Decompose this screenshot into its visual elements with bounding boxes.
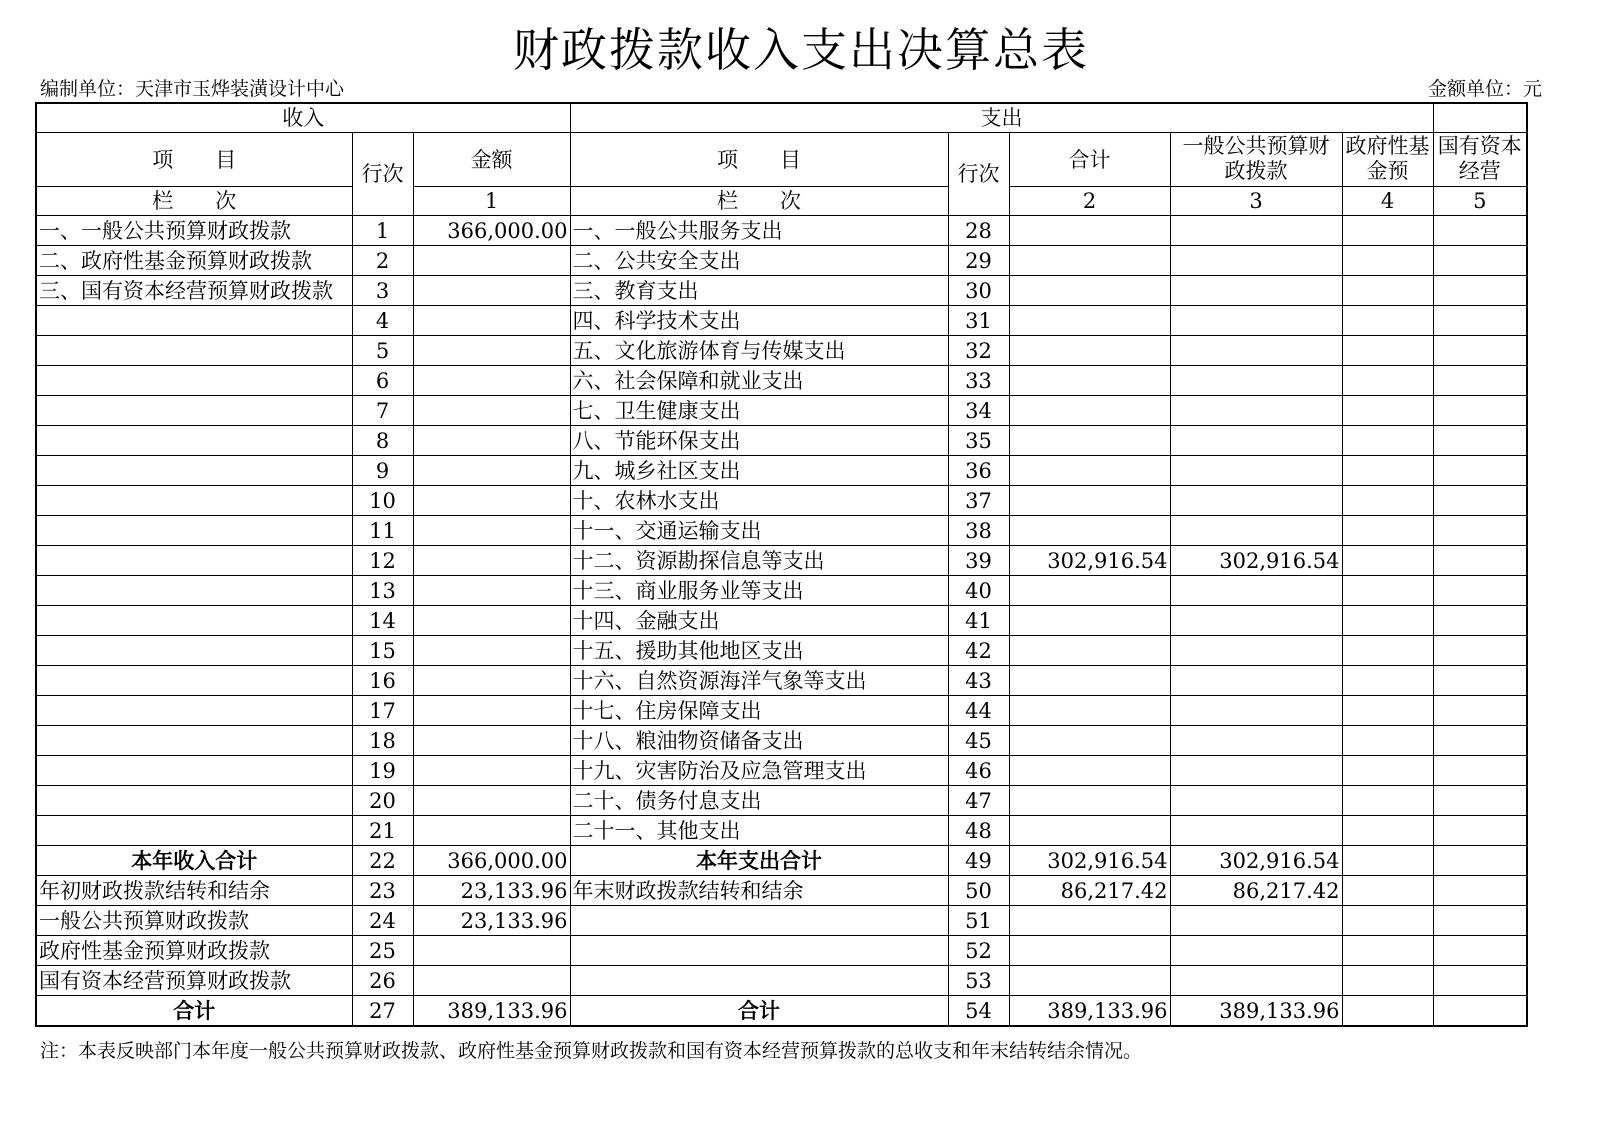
income-amount-cell — [413, 336, 570, 366]
income-amount-cell — [413, 396, 570, 426]
income-amount-cell — [413, 636, 570, 666]
income-item-cell: 本年收入合计 — [36, 846, 352, 876]
table-row — [36, 696, 1527, 726]
table-row — [36, 366, 1527, 396]
income-item-cell — [36, 696, 352, 726]
expense-row-no-cell: 41 — [948, 606, 1009, 636]
income-col-label: 栏 次 — [36, 187, 352, 216]
expense-row-no-cell: 46 — [948, 756, 1009, 786]
state-capital-header: 国有资本经营 — [1433, 133, 1527, 187]
income-row-no-cell: 19 — [352, 756, 413, 786]
expense-total-cell — [1009, 816, 1170, 846]
income-row-no-cell: 6 — [352, 366, 413, 396]
income-item-cell: 政府性基金预算财政拨款 — [36, 936, 352, 966]
col-2-label: 2 — [1009, 187, 1170, 216]
state-capital-cell — [1433, 816, 1527, 846]
income-row-no-cell: 26 — [352, 966, 413, 996]
expense-total-cell: 86,217.42 — [1009, 876, 1170, 906]
general-budget-cell: 389,133.96 — [1170, 996, 1342, 1027]
income-item-cell: 一般公共预算财政拨款 — [36, 906, 352, 936]
income-header: 收入 — [36, 103, 570, 133]
income-row-no-cell: 16 — [352, 666, 413, 696]
expense-total-cell — [1009, 906, 1170, 936]
expense-row-no-cell: 52 — [948, 936, 1009, 966]
expense-total-cell — [1009, 306, 1170, 336]
income-row-no-cell: 1 — [352, 216, 413, 246]
expense-header: 支出 — [570, 103, 1433, 133]
general-budget-cell — [1170, 906, 1342, 936]
income-row-no-cell: 7 — [352, 396, 413, 426]
expense-row-no-cell: 53 — [948, 966, 1009, 996]
gov-fund-cell — [1342, 456, 1433, 486]
income-amount-cell — [413, 786, 570, 816]
general-budget-cell — [1170, 486, 1342, 516]
state-capital-cell — [1433, 336, 1527, 366]
state-capital-cell — [1433, 276, 1527, 306]
expense-total-cell — [1009, 696, 1170, 726]
income-row-no-cell: 12 — [352, 546, 413, 576]
expense-item-cell: 七、卫生健康支出 — [570, 396, 948, 426]
table-row — [36, 606, 1527, 636]
table-row — [36, 996, 1527, 1027]
state-capital-cell — [1433, 426, 1527, 456]
expense-item-cell: 二十一、其他支出 — [570, 816, 948, 846]
expense-row-no-cell: 30 — [948, 276, 1009, 306]
gov-fund-cell — [1342, 816, 1433, 846]
expense-row-no-cell: 51 — [948, 906, 1009, 936]
expense-total-header: 合计 — [1009, 133, 1170, 187]
income-amount-cell — [413, 366, 570, 396]
expense-item-cell: 一、一般公共服务支出 — [570, 216, 948, 246]
expense-total-cell — [1009, 276, 1170, 306]
expense-row-no-cell: 32 — [948, 336, 1009, 366]
table-row — [36, 846, 1527, 876]
table-row — [36, 246, 1527, 276]
income-row-no-cell: 3 — [352, 276, 413, 306]
general-budget-cell — [1170, 636, 1342, 666]
table-row — [36, 456, 1527, 486]
general-budget-cell — [1170, 306, 1342, 336]
table-row — [36, 726, 1527, 756]
state-capital-cell — [1433, 786, 1527, 816]
state-capital-cell — [1433, 606, 1527, 636]
state-capital-cell — [1433, 936, 1527, 966]
general-budget-cell — [1170, 396, 1342, 426]
income-item-cell — [36, 606, 352, 636]
expense-item-cell — [570, 936, 948, 966]
expense-item-cell: 十一、交通运输支出 — [570, 516, 948, 546]
gov-fund-cell — [1342, 276, 1433, 306]
general-budget-cell — [1170, 696, 1342, 726]
income-amount-cell — [413, 456, 570, 486]
table-row — [36, 816, 1527, 846]
gov-fund-header: 政府性基金预 — [1342, 133, 1433, 187]
gov-fund-cell — [1342, 426, 1433, 456]
expense-total-cell: 389,133.96 — [1009, 996, 1170, 1027]
gov-fund-cell — [1342, 246, 1433, 276]
income-item-cell — [36, 786, 352, 816]
income-amount-cell: 389,133.96 — [413, 996, 570, 1027]
gov-fund-cell — [1342, 306, 1433, 336]
table-row — [36, 786, 1527, 816]
expense-row-no-cell: 44 — [948, 696, 1009, 726]
income-item-cell — [36, 816, 352, 846]
expense-row-no-cell: 54 — [948, 996, 1009, 1027]
income-amount-cell — [413, 486, 570, 516]
income-amount-cell — [413, 756, 570, 786]
table-row — [36, 546, 1527, 576]
table-row — [36, 876, 1527, 906]
gov-fund-cell — [1342, 846, 1433, 876]
income-row-no-cell: 8 — [352, 426, 413, 456]
income-amount-cell — [413, 246, 570, 276]
expense-total-cell: 302,916.54 — [1009, 846, 1170, 876]
expense-item-cell: 十八、粮油物资储备支出 — [570, 726, 948, 756]
gov-fund-cell — [1342, 336, 1433, 366]
income-row-no-header: 行次 — [352, 133, 413, 216]
income-row-no-cell: 17 — [352, 696, 413, 726]
income-amount-cell — [413, 696, 570, 726]
expense-total-cell — [1009, 636, 1170, 666]
expense-total-cell — [1009, 936, 1170, 966]
income-amount-cell: 23,133.96 — [413, 876, 570, 906]
expense-item-cell — [570, 966, 948, 996]
income-row-no-cell: 9 — [352, 456, 413, 486]
income-amount-cell — [413, 546, 570, 576]
expense-item-cell — [570, 906, 948, 936]
state-capital-cell — [1433, 696, 1527, 726]
general-budget-cell — [1170, 786, 1342, 816]
state-capital-cell — [1433, 216, 1527, 246]
expense-item-cell: 二十、债务付息支出 — [570, 786, 948, 816]
expense-col-label: 栏 次 — [570, 187, 948, 216]
expense-row-no-cell: 33 — [948, 366, 1009, 396]
income-amount-cell: 366,000.00 — [413, 216, 570, 246]
state-capital-cell — [1433, 366, 1527, 396]
col-1-label: 1 — [413, 187, 570, 216]
income-item-cell — [36, 666, 352, 696]
blank-header — [1433, 103, 1527, 133]
gov-fund-cell — [1342, 756, 1433, 786]
expense-total-cell — [1009, 966, 1170, 996]
income-item-cell: 一、一般公共预算财政拨款 — [36, 216, 352, 246]
expense-item-cell: 六、社会保障和就业支出 — [570, 366, 948, 396]
income-item-cell — [36, 336, 352, 366]
income-amount-cell — [413, 726, 570, 756]
income-amount-cell — [413, 816, 570, 846]
gov-fund-cell — [1342, 216, 1433, 246]
income-amount-cell: 23,133.96 — [413, 906, 570, 936]
state-capital-cell — [1433, 666, 1527, 696]
expense-row-no-cell: 45 — [948, 726, 1009, 756]
expense-item-cell: 二、公共安全支出 — [570, 246, 948, 276]
income-row-no-cell: 10 — [352, 486, 413, 516]
income-item-cell — [36, 486, 352, 516]
income-item-cell — [36, 426, 352, 456]
general-budget-cell: 302,916.54 — [1170, 546, 1342, 576]
state-capital-cell — [1433, 996, 1527, 1027]
expense-item-cell: 三、教育支出 — [570, 276, 948, 306]
expense-item-cell: 十三、商业服务业等支出 — [570, 576, 948, 606]
general-budget-cell — [1170, 516, 1342, 546]
income-item-cell — [36, 456, 352, 486]
income-row-no-cell: 15 — [352, 636, 413, 666]
table-row — [36, 336, 1527, 366]
state-capital-cell — [1433, 846, 1527, 876]
income-row-no-cell: 23 — [352, 876, 413, 906]
income-item-cell — [36, 576, 352, 606]
income-row-no-cell: 14 — [352, 606, 413, 636]
income-row-no-cell: 20 — [352, 786, 413, 816]
income-item-cell: 国有资本经营预算财政拨款 — [36, 966, 352, 996]
col-3-label: 3 — [1170, 187, 1342, 216]
expense-row-no-cell: 48 — [948, 816, 1009, 846]
general-budget-cell — [1170, 366, 1342, 396]
expense-row-no-cell: 50 — [948, 876, 1009, 906]
expense-item-cell: 本年支出合计 — [570, 846, 948, 876]
expense-item-cell: 十、农林水支出 — [570, 486, 948, 516]
table-row — [36, 936, 1527, 966]
expense-row-no-cell: 42 — [948, 636, 1009, 666]
general-budget-cell: 86,217.42 — [1170, 876, 1342, 906]
expense-row-no-header: 行次 — [948, 133, 1009, 216]
expense-total-cell — [1009, 396, 1170, 426]
income-row-no-cell: 2 — [352, 246, 413, 276]
general-budget-cell — [1170, 336, 1342, 366]
expense-item-cell: 四、科学技术支出 — [570, 306, 948, 336]
income-row-no-cell: 18 — [352, 726, 413, 756]
expense-item-cell: 十五、援助其他地区支出 — [570, 636, 948, 666]
expense-total-cell — [1009, 726, 1170, 756]
general-budget-cell — [1170, 666, 1342, 696]
income-item-cell: 二、政府性基金预算财政拨款 — [36, 246, 352, 276]
general-budget-cell — [1170, 606, 1342, 636]
expense-item-cell: 十二、资源勘探信息等支出 — [570, 546, 948, 576]
expense-row-no-cell: 38 — [948, 516, 1009, 546]
income-item-cell — [36, 516, 352, 546]
gov-fund-cell — [1342, 546, 1433, 576]
expense-total-cell — [1009, 366, 1170, 396]
gov-fund-cell — [1342, 906, 1433, 936]
expense-row-no-cell: 49 — [948, 846, 1009, 876]
general-budget-cell — [1170, 426, 1342, 456]
income-row-no-cell: 11 — [352, 516, 413, 546]
state-capital-cell — [1433, 516, 1527, 546]
income-amount-cell — [413, 966, 570, 996]
gov-fund-cell — [1342, 366, 1433, 396]
footnote: 注：本表反映部门本年度一般公共预算财政拨款、政府性基金预算财政拨款和国有资本经营预算拨款的总收支和年末结转结余情况。 — [40, 1040, 1143, 1062]
expense-row-no-cell: 29 — [948, 246, 1009, 276]
income-amount-cell — [413, 576, 570, 606]
income-row-no-cell: 22 — [352, 846, 413, 876]
expense-item-cell: 五、文化旅游体育与传媒支出 — [570, 336, 948, 366]
state-capital-cell — [1433, 966, 1527, 996]
table-row — [36, 216, 1527, 246]
general-budget-cell — [1170, 936, 1342, 966]
gov-fund-cell — [1342, 486, 1433, 516]
expense-row-no-cell: 39 — [948, 546, 1009, 576]
gov-fund-cell — [1342, 666, 1433, 696]
income-item-cell: 年初财政拨款结转和结余 — [36, 876, 352, 906]
income-amount-cell — [413, 426, 570, 456]
table-row — [36, 756, 1527, 786]
income-amount-cell — [413, 516, 570, 546]
table-row — [36, 486, 1527, 516]
income-item-cell — [36, 756, 352, 786]
gov-fund-cell — [1342, 936, 1433, 966]
expense-row-no-cell: 28 — [948, 216, 1009, 246]
expense-total-cell — [1009, 516, 1170, 546]
general-budget-header: 一般公共预算财政拨款 — [1170, 133, 1342, 187]
state-capital-cell — [1433, 576, 1527, 606]
state-capital-cell — [1433, 906, 1527, 936]
gov-fund-cell — [1342, 786, 1433, 816]
income-item-cell — [36, 636, 352, 666]
income-amount-cell — [413, 666, 570, 696]
expense-total-cell — [1009, 336, 1170, 366]
table-row — [36, 966, 1527, 996]
state-capital-cell — [1433, 756, 1527, 786]
expense-total-cell — [1009, 576, 1170, 606]
expense-total-cell — [1009, 456, 1170, 486]
expense-total-cell — [1009, 486, 1170, 516]
expense-total-cell: 302,916.54 — [1009, 546, 1170, 576]
expense-item-header: 项 目 — [570, 133, 948, 187]
expense-total-cell — [1009, 216, 1170, 246]
expense-item-cell: 年末财政拨款结转和结余 — [570, 876, 948, 906]
expense-row-no-cell: 31 — [948, 306, 1009, 336]
income-item-cell — [36, 726, 352, 756]
general-budget-cell — [1170, 756, 1342, 786]
expense-row-no-cell: 35 — [948, 426, 1009, 456]
state-capital-cell — [1433, 396, 1527, 426]
expense-row-no-cell: 47 — [948, 786, 1009, 816]
gov-fund-cell — [1342, 396, 1433, 426]
table-row — [36, 306, 1527, 336]
income-row-no-cell: 4 — [352, 306, 413, 336]
expense-total-cell — [1009, 606, 1170, 636]
general-budget-cell — [1170, 246, 1342, 276]
expense-row-no-cell: 34 — [948, 396, 1009, 426]
table-row — [36, 666, 1527, 696]
report-table — [35, 102, 1528, 1027]
gov-fund-cell — [1342, 966, 1433, 996]
gov-fund-cell — [1342, 726, 1433, 756]
income-amount-cell: 366,000.00 — [413, 846, 570, 876]
reporting-unit: 编制单位：天津市玉烨装潢设计中心 — [40, 78, 345, 100]
gov-fund-cell — [1342, 576, 1433, 606]
expense-item-cell: 八、节能环保支出 — [570, 426, 948, 456]
general-budget-cell: 302,916.54 — [1170, 846, 1342, 876]
general-budget-cell — [1170, 276, 1342, 306]
general-budget-cell — [1170, 966, 1342, 996]
expense-row-no-cell: 40 — [948, 576, 1009, 606]
currency-unit: 金额单位：元 — [1427, 78, 1542, 100]
income-item-header: 项 目 — [36, 133, 352, 187]
page-title: 财政拨款收入支出决算总表 — [513, 23, 1089, 77]
expense-row-no-cell: 36 — [948, 456, 1009, 486]
expense-item-cell: 合计 — [570, 996, 948, 1027]
gov-fund-cell — [1342, 516, 1433, 546]
expense-total-cell — [1009, 666, 1170, 696]
state-capital-cell — [1433, 456, 1527, 486]
general-budget-cell — [1170, 216, 1342, 246]
expense-item-cell: 九、城乡社区支出 — [570, 456, 948, 486]
income-item-cell — [36, 306, 352, 336]
general-budget-cell — [1170, 456, 1342, 486]
income-row-no-cell: 13 — [352, 576, 413, 606]
income-amount-cell — [413, 276, 570, 306]
gov-fund-cell — [1342, 636, 1433, 666]
income-row-no-cell: 5 — [352, 336, 413, 366]
income-amount-cell — [413, 606, 570, 636]
income-row-no-cell: 25 — [352, 936, 413, 966]
col-5-label: 5 — [1433, 187, 1527, 216]
income-row-no-cell: 24 — [352, 906, 413, 936]
col-4-label: 4 — [1342, 187, 1433, 216]
gov-fund-cell — [1342, 606, 1433, 636]
expense-item-cell: 十六、自然资源海洋气象等支出 — [570, 666, 948, 696]
expense-row-no-cell: 43 — [948, 666, 1009, 696]
income-item-cell — [36, 396, 352, 426]
table-row — [36, 516, 1527, 546]
table-row — [36, 576, 1527, 606]
expense-item-cell: 十四、金融支出 — [570, 606, 948, 636]
state-capital-cell — [1433, 486, 1527, 516]
state-capital-cell — [1433, 246, 1527, 276]
income-amount-header: 金额 — [413, 133, 570, 187]
state-capital-cell — [1433, 306, 1527, 336]
income-item-cell: 合计 — [36, 996, 352, 1027]
expense-total-cell — [1009, 786, 1170, 816]
expense-item-cell: 十九、灾害防治及应急管理支出 — [570, 756, 948, 786]
expense-total-cell — [1009, 756, 1170, 786]
table-row — [36, 906, 1527, 936]
expense-total-cell — [1009, 426, 1170, 456]
expense-item-cell: 十七、住房保障支出 — [570, 696, 948, 726]
income-amount-cell — [413, 306, 570, 336]
general-budget-cell — [1170, 726, 1342, 756]
general-budget-cell — [1170, 816, 1342, 846]
gov-fund-cell — [1342, 996, 1433, 1027]
income-row-no-cell: 27 — [352, 996, 413, 1027]
income-item-cell — [36, 546, 352, 576]
general-budget-cell — [1170, 576, 1342, 606]
state-capital-cell — [1433, 726, 1527, 756]
expense-row-no-cell: 37 — [948, 486, 1009, 516]
table-row — [36, 426, 1527, 456]
income-row-no-cell: 21 — [352, 816, 413, 846]
table-row — [36, 396, 1527, 426]
table-row — [36, 636, 1527, 666]
gov-fund-cell — [1342, 876, 1433, 906]
state-capital-cell — [1433, 876, 1527, 906]
income-item-cell — [36, 366, 352, 396]
income-amount-cell — [413, 936, 570, 966]
state-capital-cell — [1433, 546, 1527, 576]
state-capital-cell — [1433, 636, 1527, 666]
gov-fund-cell — [1342, 696, 1433, 726]
income-item-cell: 三、国有资本经营预算财政拨款 — [36, 276, 352, 306]
expense-total-cell — [1009, 246, 1170, 276]
table-row — [36, 276, 1527, 306]
